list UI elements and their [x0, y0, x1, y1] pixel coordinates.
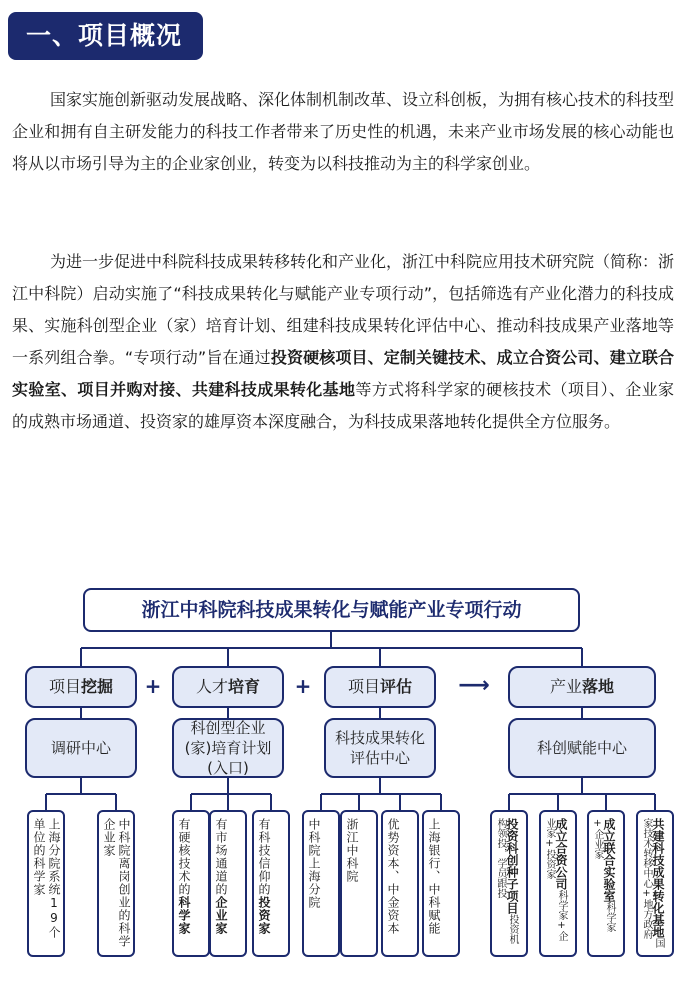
leaf-bold-text: 科学家	[177, 896, 191, 935]
leaf-entrepreneurs	[209, 810, 247, 957]
diagram-title	[83, 588, 580, 632]
intro-paragraph-text: 国家实施创新驱动发展战略、深化体制机制改革、设立科创板，为拥有核心技术的科技型企业和拥有自主研发能力的科技工作者带来了历史性的机遇，未来产业市场发展的核心动能也将从以市场引导为主的企业家创业，转变为以科技推动为主的科学家创业。	[12, 90, 675, 173]
leaf-transfer-base	[636, 810, 674, 957]
phase-mining-emphasis: 挖掘	[81, 677, 114, 696]
leaf-text: 上海银行、中科赋能	[427, 818, 441, 935]
leaf-text: 国家技术转移中心+地方政府	[641, 818, 664, 948]
center-cultivation-label: 科创型企业(家)培育计划(入口)	[184, 719, 272, 777]
section-title: 一、项目概况	[26, 21, 183, 50]
leaf-cas-shanghai	[302, 810, 340, 957]
phase-cultivation-emphasis: 培育	[228, 677, 261, 696]
leaf-text: 中科院上海分院	[307, 818, 321, 909]
section-header	[8, 12, 203, 60]
center-empowerment	[508, 718, 656, 778]
leaf-scientists	[172, 810, 210, 957]
phase-landing	[508, 666, 656, 708]
leaf-seed-investment	[490, 810, 528, 957]
leaf-zhejiang-cas	[340, 810, 378, 957]
leaf-bold-text: 投资科创种子项目	[505, 818, 519, 914]
plus-operator: +	[294, 674, 312, 698]
leaf-investors	[252, 810, 290, 957]
intro-paragraph	[12, 84, 674, 180]
action-paragraph-bold: 投资硬核项目、定制关键技术、成立合资公司、建立联合实验室、项目并购对接、共建科技成果转化基地	[12, 348, 674, 399]
leaf-text: 科学家+企业家	[592, 818, 615, 932]
leaf-text: 科学家+企业家+投资家	[544, 818, 567, 941]
center-research-label: 调研中心	[50, 739, 111, 757]
phase-evaluation-emphasis: 评估	[380, 677, 413, 696]
leaf-text: 优势资本、中金资本	[386, 818, 400, 935]
action-paragraph	[12, 246, 674, 438]
center-evaluation	[324, 718, 436, 778]
action-diagram	[0, 570, 682, 990]
center-evaluation-label: 科技成果转化评估中心	[334, 729, 425, 767]
leaf-joint-lab	[587, 810, 625, 957]
leaf-bold-text: 投资家	[257, 896, 271, 935]
leaf-bold-text: 成立联合实验室	[602, 818, 616, 902]
center-research	[25, 718, 137, 778]
arrow-operator: ⟶	[458, 673, 490, 698]
phase-mining	[25, 666, 137, 708]
leaf-bank-partners	[422, 810, 460, 957]
phase-landing-prefix: 产业	[549, 677, 582, 696]
leaf-bold-text: 共建科技成果转化基地	[651, 818, 665, 938]
leaf-joint-venture	[539, 810, 577, 957]
phase-cultivation	[172, 666, 284, 708]
phase-mining-prefix: 项目	[48, 677, 81, 696]
phase-evaluation	[324, 666, 436, 708]
leaf-bold-text: 企业家	[214, 896, 228, 935]
phase-evaluation-prefix: 项目	[347, 677, 380, 696]
leaf-text: 中科院离岗创业的科学企业家	[102, 818, 131, 948]
leaf-text: 有硬核技术的	[177, 818, 191, 896]
leaf-capital-partners	[381, 810, 419, 957]
center-cultivation	[172, 718, 284, 778]
action-paragraph-intro: 为进一步促进中科院科技成果转移转化和产业化，浙江中科院应用技术研究院（简称：浙江中科院）启动实施了“科技成果转化与赋能产业专项行动”，包括筛选有产业化潜力的科技成果、实施科创型企业（家）培育计划、组建科技成果转化评估中心、推动科技成果产业落地等一系列组合拳。“专项行动”旨在通过	[12, 252, 675, 367]
action-paragraph-outro: 等方式将科学家的硬核技术（项目）、企业家的成熟市场通道、投资家的雄厚资本深度融合，为科技成果落地转化提供全方位服务。	[12, 380, 674, 431]
leaf-text: 上海分院系统19个单位的科学家	[32, 818, 61, 939]
leaf-text: 投资机构领投，学员跟投	[495, 818, 518, 944]
leaf-shanghai-scientists	[27, 810, 65, 957]
leaf-bold-text: 成立合资公司	[554, 818, 568, 890]
center-empowerment-label: 科创赋能中心	[536, 739, 627, 757]
leaf-text: 浙江中科院	[345, 818, 359, 883]
leaf-text: 有科技信仰的	[257, 818, 271, 896]
leaf-cas-entrepreneurs	[97, 810, 135, 957]
diagram-title-text: 浙江中科院科技成果转化与赋能产业专项行动	[141, 599, 522, 621]
phase-landing-emphasis: 落地	[582, 677, 615, 696]
plus-operator: +	[144, 674, 162, 698]
phase-cultivation-prefix: 人才	[195, 677, 228, 696]
leaf-text: 有市场通道的	[214, 818, 228, 896]
